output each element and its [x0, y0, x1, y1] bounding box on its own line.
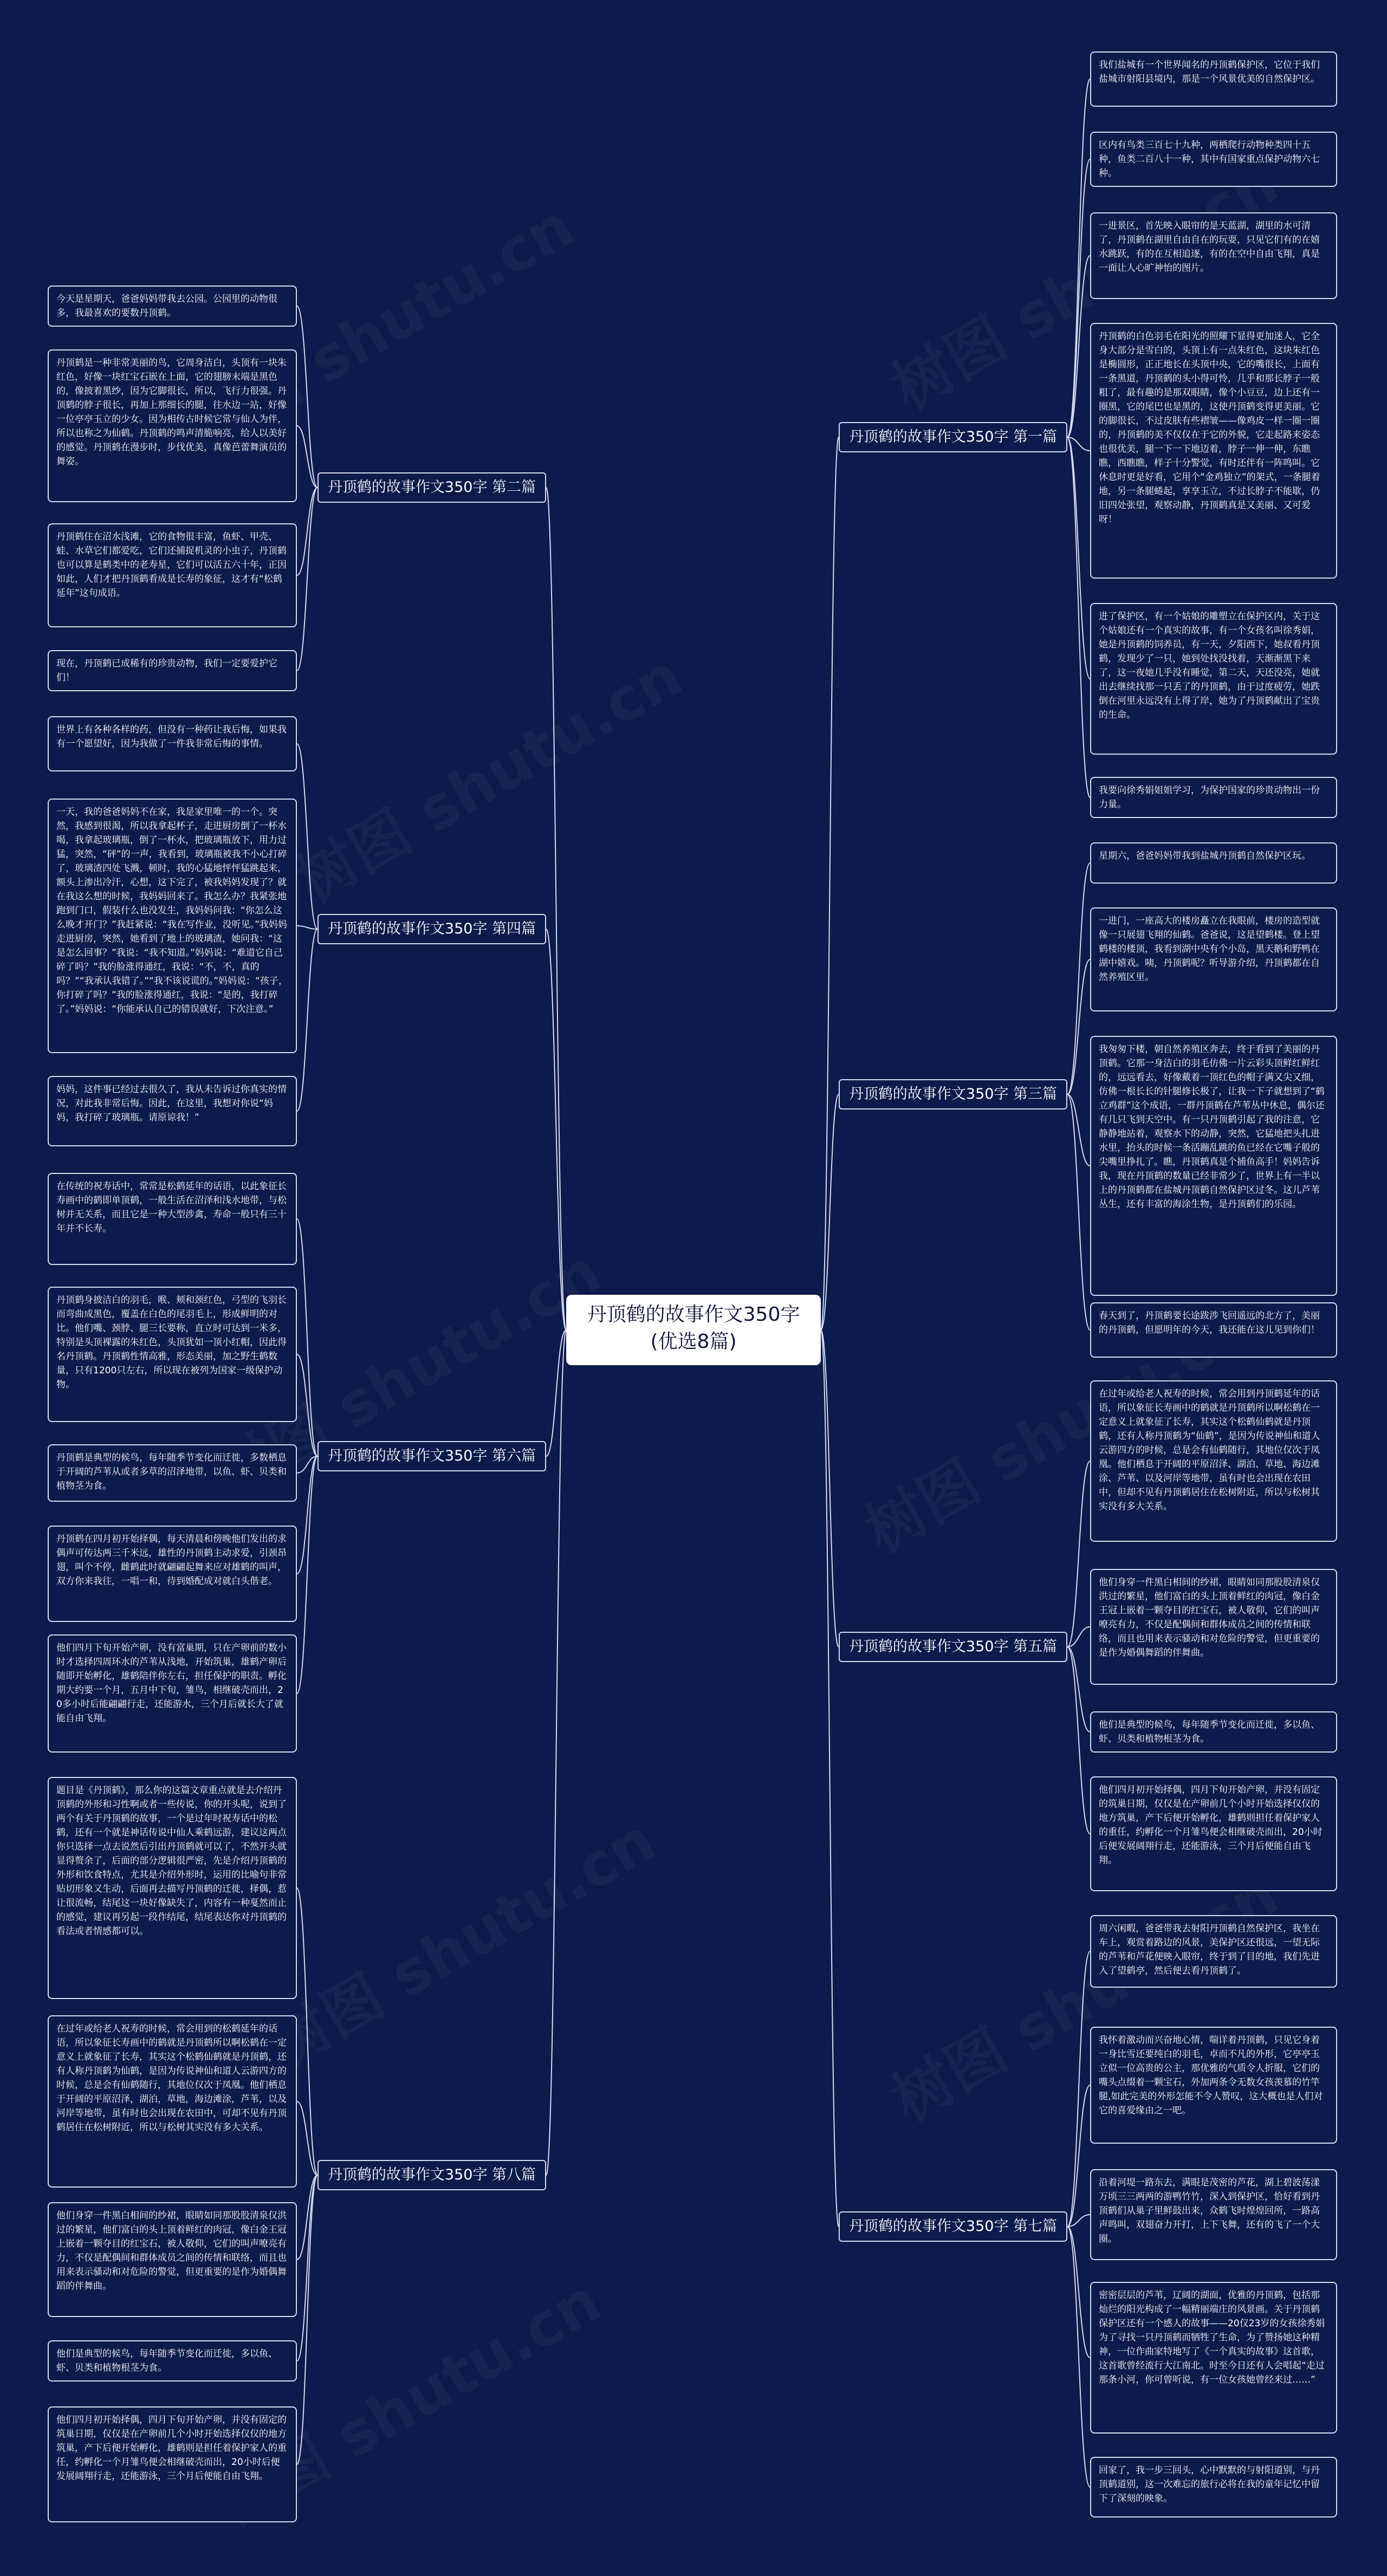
leaf-article-8: 他们四月初开始择偶，四月下旬开始产卵，并没有固定的筑巢日期，仅仅是在产卵前几个小时开始选择仅仅的地方筑巢，产下后便开始孵化，雄鹤则是担任着保护家人的重任，约孵化一个月雏鸟便会相继破壳而出，20小时后便发展阔翔行走，还能游泳，三个月后便能自由飞翔。	[48, 2406, 297, 2522]
connector-line	[546, 488, 566, 1330]
leaf-article-2: 丹顶鹤住在沼水浅滩，它的食物很丰富，鱼虾、甲壳、蛙、水草它们都爱吃，它们还捕捉机灵的小虫子，丹顶鹤也可以算是鹤类中的老寿星，它们可以活五六十年，正因如此，人们才把丹顶鹤看成是长寿的象征，这才有“松鹤延年”这句成语。	[48, 523, 297, 627]
connector-line	[297, 1354, 317, 1456]
connector-line	[1067, 2227, 1090, 2358]
connector-line	[821, 1330, 839, 1647]
leaf-article-2: 丹顶鹤是一种非常美丽的鸟，它周身洁白，头顶有一块朱红色，好像一块红宝石嵌在上面，它的翅膀末端是黑色的，像披着黑纱，因为它脚很长，所以，飞行力很强。丹顶鹤的脖子很长，再加上那细长的腿，往水边一站，好像一位亭亭玉立的少女。因为相传古时候它常与仙人为伴，所以也称之为仙鹤。丹顶鹤的鸣声清脆响亮，给人以美好的感觉。丹顶鹤在漫步时，步伐优美，真像芭蕾舞演员的舞姿。	[48, 349, 297, 502]
leaf-article-6: 丹顶鹤身披洁白的羽毛，喉、颊和颈红色，弓型的飞羽长而弯曲成黑色，覆盖在白色的尾羽毛上，形成鲜明的对比。他们嘴、颈脖、腿三长要称，直立时可达到一米多，特别是头顶裸露的朱红色，头顶犹如一顶小红帽，因此得名丹顶鹤。丹顶鹤性情高雅，形态美丽，加之野生鹤数量，只有1200只左右，所以现在被列为国家一级保护动物。	[48, 1287, 297, 1422]
leaf-article-6: 他们四月下旬开始产卵，没有富巢期，只在产卵前的数小时才选择四周环水的芦苇从浅地，开始筑巢，雄鹤产卵后随即开始孵化，雄鹤陪伴你左右，担任保护的职责。孵化期大约要一个月，五月中下旬，雏鸟，相继破壳而出，20多小时后能翩翩行走，还能游水，三个月后就长大了就能自由飞翔。	[48, 1634, 297, 1753]
leaf-article-1: 进了保护区，有一个姑娘的雕塑立在保护区内，关于这个姑娘还有一个真实的故事，有一个女孩名叫徐秀娟，她是丹顶鹤的饲养员，有一天，夕阳西下，她叔看丹顶鹤，发现少了一只，她到处找没找着，天渐渐黑下来了，这一夜她几乎没有睡觉，第二天，天还没亮，她就出去继续找那一只丢了的丹顶鹤，由于过度疲劳，她跌倒在河里永远没有上得了岸，她为了丹顶鹤献出了宝贵的生命。	[1090, 603, 1337, 755]
connector-line	[1067, 863, 1090, 1094]
connector-line	[297, 488, 317, 575]
leaf-article-2: 现在，丹顶鹤已成稀有的珍贵动物，我们一定要爱护它们！	[48, 650, 297, 691]
leaf-article-4: 世界上有各种各样的药，但没有一种药让我后悔，如果我有一个愿望好，因为我做了一件我非常后悔的事情。	[48, 716, 297, 771]
connector-line	[546, 929, 566, 1330]
leaf-article-1: 一进景区，首先映入眼帘的是天蓝湖，湖里的水可清了，丹顶鹤在湖里自由自在的玩耍，只见它们有的在嬉水跳跃，有的在互相追逐，有的在空中自由飞翔，真是一面让人心旷神怡的图片。	[1090, 212, 1337, 299]
leaf-article-4: 妈妈，这件事已经过去很久了，我从未告诉过你真实的情况，对此我非常后悔。因此，在这里，我想对你说“妈妈，我打碎了玻璃瓶。请原谅我！”	[48, 1076, 297, 1146]
branch-article-4[interactable]: 丹顶鹤的故事作文350字 第四篇	[317, 914, 546, 944]
leaf-article-8: 他们身穿一件黑白相间的纱裙，眼睛如同那股股清泉仅洪过的繁星，他们富白的头上顶着鲜红的肉冠，像白金王冠上嵌着一颗夺目的红宝石，被人敬仰，它们的叫声嘹亮有力，不仅是配偶间和群体成员之间的传情和联络，而且也用来表示骚动和对危险的警觉，但更重要的是作为婚偶舞蹈的伴舞曲。	[48, 2202, 297, 2317]
leaf-article-5: 他们身穿一件黑白相间的纱裙，眼睛如同那股股清泉仅洪过的繁星，他们富白的头上顶着鲜红的肉冠，像白金王冠上嵌着一颗夺目的红宝石，被人敬仰，它们的叫声嘹亮有力，不仅是配偶间和群体成员之间的传情和联络，而且也用来表示骚动和对危险的警觉，但更重要的是作为婚偶舞蹈的伴舞曲。	[1090, 1569, 1337, 1685]
leaf-article-8: 题目是《丹顶鹤》，那么你的这篇文章重点就是去介绍丹顶鹤的外形和习性啊或者一些传说，你的开头呢，说到了两个有关于丹顶鹤的故事，一个是过年时祝寿话中的松鹤，还有一个就是神话传说中仙人乘鹤远游，建议这两点你只选择一点去说然后引出丹顶鹤就可以了，不然开头就显得赘余了，后面的部分逻辑很严密，先是介绍丹顶鹤的外形和饮食特点，尤其是介绍外形时，运用的比喻句非常贴切形象又生动，后面再去描写丹顶鹤的迁徙，择偶，惹让很流畅，结尾这一块好像缺失了，内容有一种戛然而止的感觉，建议再另起一段作结尾，结尾表达你对丹顶鹤的看法或者情感都可以。	[48, 1777, 297, 1999]
connector-line	[297, 426, 317, 488]
leaf-article-7: 沿着河堤一路东去，满眼是茂密的芦花，湖上碧波荡漾万顷三三两两的游鸭竹竹，深入到保护区，恰好看到丹顶鹤们从巢子里鲜鼓出来，众鹤飞时煌煌回所，一路高声鸣叫，双翅奋力开打，上下飞舞，还有的飞了一个大圈。	[1090, 2169, 1337, 2260]
leaf-article-6: 在传统的祝寿话中，常常是松鹤延年的话语，以此象征长寿画中的鹤即单顶鹤，一般生活在沼泽和浅水地带，与松树并无关系，而且它是一种大型涉禽，寿命一般只有三十年并不长寿。	[48, 1173, 297, 1265]
branch-article-2[interactable]: 丹顶鹤的故事作文350字 第二篇	[317, 472, 546, 503]
leaf-article-1: 我要向徐秀娟姐姐学习，为保护国家的珍贵动物出一份力量。	[1090, 777, 1337, 818]
connector-line	[1067, 1461, 1090, 1647]
connector-line	[297, 488, 317, 671]
branch-article-3[interactable]: 丹顶鹤的故事作文350字 第三篇	[839, 1079, 1067, 1109]
leaf-article-5: 他们是典型的候鸟，每年随季节变化而迁徙，多以鱼、虾、贝类和植物根茎为食。	[1090, 1711, 1337, 1753]
connector-line	[546, 1330, 566, 1456]
leaf-article-3: 星期六，爸爸妈妈带我到盐城丹顶鹤自然保护区玩。	[1090, 842, 1337, 884]
connector-line	[1067, 159, 1090, 437]
connector-line	[297, 1219, 317, 1456]
leaf-article-5: 他们四月初开始择偶，四月下旬开始产卵，并没有固定的筑巢日期，仅仅是在产卵前几个小时开始选择仅仅的地方筑巢，产下后便开始孵化，雄鹤则担任着保护家人的重任，约孵化一个月雏鸟便会相继破壳而出，20小时后便发展阔翔行走，还能游泳，三个月后便能自由飞翔。	[1090, 1776, 1337, 1891]
branch-article-5[interactable]: 丹顶鹤的故事作文350字 第五篇	[839, 1632, 1067, 1662]
leaf-article-7: 回家了，我一步三回头，心中默默的与射阳道别，与丹顶鹤道别，这一次难忘的旅行必将在我的童年记忆中留下了深刻的映象。	[1090, 2457, 1337, 2517]
connector-line	[821, 1330, 839, 2227]
mindmap-root[interactable]: 丹顶鹤的故事作文350字(优选8篇)	[566, 1295, 821, 1365]
leaf-article-8: 在过年或给老人祝寿的时候，常会用到的松鹤延年的话语，所以象征长寿画中的鹤就是丹顶鹤所以啊松鹤在一定意义上就象征了长寿，其实这个松鹤仙鹤就是丹顶鹤，还有人称丹顶鹤为仙鹤，是因为传说神仙和道人云游四方的时候，总是会有仙鹤随行，其地位仅次于凤凰。他们栖息于开阔的平原沼泽，湖泊，草地，海边滩涂，芦苇，以及河岸等地带，虽有时也会出现在农田中，可却不见有丹顶鹤居住在松树附近，所以与松树其实没有多大关系。	[48, 2015, 297, 2188]
leaf-article-7: 我怀着激动而兴奋地心情，喘详着丹顶鹤，只见它身着一身比雪还要纯白的羽毛，卓而不凡的外形，它亭亭玉立似一位高贵的公主，那优雅的气质令人折服，它们的嘴头点缀着一颗宝石，外加两条令无数女孩羡慕的竹竿腿,如此完美的外形怎能不令人赞叹，这大概也是人们对它的喜爱缘由之一吧。	[1090, 2027, 1337, 2144]
branch-article-1[interactable]: 丹顶鹤的故事作文350字 第一篇	[839, 422, 1067, 452]
leaf-article-8: 他们是典型的候鸟，每年随季节变化而迁徙，多以鱼、虾、贝类和植物根茎为食。	[48, 2340, 297, 2382]
leaf-article-6: 丹顶鹤在四月初开始择偶，每天清晨和傍晚他们发出的求偶声可传达两三千米远，雄性的丹顶鹤主动求爱，引颈昂翅，叫个不停，雌鹤此时就翩翩起舞来应对雄鹤的叫声，双方你来我往，一唱一和，待到婚配成对就白头偕老。	[48, 1526, 297, 1622]
connector-line	[1067, 437, 1090, 797]
connector-line	[1067, 1647, 1090, 1732]
leaf-article-1: 区内有鸟类三百七十九种，两栖爬行动物种类四十五种，鱼类二百八十一种，其中有国家重点保护动物六七种。	[1090, 132, 1337, 187]
leaf-article-3: 我匆匆下楼，朝自然养殖区奔去，终于看到了美丽的丹顶鹤。它那一身洁白的羽毛仿佛一片云彩头顶鲜红鲜红的，远远看去，好像戴着一顶红色的帽子满又尖又细，仿佛一根长长的针腿修长极了，让我一下子就想到了“鹤立鸡群”这个成语，一群丹顶鹤在芦苇丛中休息，偶尔还有几只飞到天空中。有一只丹顶鹤引起了我的注意，它静静地站着，观察水下的动静，突然，它猛地把头扎进水里，抬头的时候一条活蹦乱跳的鱼已经在它嘴子般的尖嘴里挣扎了。瞧，丹顶鹤真是个捕鱼高手！妈妈告诉我，现在丹顶鹤的数量已经非常少了，世界上有一半以上的丹顶鹤都在盐城丹顶鹤自然保护区过冬。这儿芦苇丛生，还有丰富的海涂生物，是丹顶鹤们的乐园。	[1090, 1036, 1337, 1296]
connector-line	[821, 437, 839, 1330]
connector-line	[1067, 1647, 1090, 1834]
leaf-article-3: 一进门，一座高大的楼房矗立在我眼前，楼房的造型就像一只展翅飞翔的仙鹤。爸爸说，这是望鹤楼。登上望鹤楼的楼顶，我看到湖中央有个小岛，黑天鹅和野鸭在湖中嬉戏。咦，丹顶鹤呢？听导游介绍，丹顶鹤都在自然养殖区里。	[1090, 907, 1337, 1011]
connector-line	[546, 1330, 566, 2175]
connector-line	[297, 744, 317, 929]
leaf-article-6: 丹顶鹤是典型的候鸟，每年随季节变化而迁徙，多数栖息于开阔的芦苇从或者多草的沼泽地带，以鱼、虾、贝类和植物茎为食。	[48, 1444, 297, 1502]
connector-line	[1067, 1627, 1090, 1647]
branch-article-8[interactable]: 丹顶鹤的故事作文350字 第八篇	[317, 2160, 546, 2190]
leaf-article-2: 今天是星期天，爸爸妈妈带我去公园。公园里的动物很多，我最喜欢的要数丹顶鹤。	[48, 285, 297, 327]
connector-line	[297, 306, 317, 488]
leaf-article-1: 丹顶鹤的白色羽毛在阳光的照耀下显得更加迷人，它全身大部分是雪白的，头顶上有一点朱红色，这块朱红色是椭圆形，正正地长在头顶中央，它的嘴很长，上面有一条黑道，丹顶鹤的头小得可怜，几乎和那长脖子一般粗了，最有趣的是那双眼睛，像个小豆豆，边上还有一圈黑，它的尾巴也是黑的，这使丹顶鹤变得更美丽。它的脚很长，不过皮肤有些褶皱——像鸡皮一样一圈一圈的，丹顶鹤的美不仅仅在于它的外貌，它走起路来姿态也很优美，腿一下一下地迈着，脖子一伸一伸，东瞧瞧，西瞧瞧，样子十分警觉，有时还伴有一阵鸣叫。它休息时更是好看，它用个“金鸡独立”的架式，一条腿着地，另一条腿蜷起，享享玉立，不过长脖子不能歇，仍旧四处张望，观察动静，丹顶鹤真是又美丽、又可爱呀！	[1090, 323, 1337, 579]
connector-line	[1067, 79, 1090, 437]
leaf-article-5: 在过年或给老人祝寿的时候，常会用到丹顶鹤延年的话语，所以象征长寿画中的鹤就是丹顶鹤所以啊松鹤在一定意义上就象征了长寿，其实这个松鹤仙鹤就是丹顶鹤，还有人称丹顶鹤为“仙鹤”，是因为传说神仙和道人云游四方的时候，总是会有仙鹤随行，其地位仅次于凤凰。他们栖息于开阔的平原沼泽、湖泊、草地、海边滩涂、芦苇、以及河岸等地带，虽有时也会出现在农田中，但却不见有丹顶鹤居住在松树附近，所以与松树其实没有多大关系。	[1090, 1380, 1337, 1542]
connector-line	[1067, 2085, 1090, 2227]
connector-line	[1067, 2227, 1090, 2487]
connector-line	[297, 1888, 317, 2175]
connector-line	[297, 929, 317, 1111]
leaf-article-3: 春天到了，丹顶鹤要长途跋涉飞回遥远的北方了，美丽的丹顶鹤，但愿明年的今天，我还能在这儿见到你们！	[1090, 1302, 1337, 1358]
leaf-article-1: 我们盐城有一个世界闻名的丹顶鹤保护区，它位于我们盐城市射阳县境内，那是一个风景优美的自然保护区。	[1090, 51, 1337, 107]
leaf-article-7: 密密层层的芦苇，辽阔的湖面，优雅的丹顶鹤，包括那灿烂的阳光构成了一幅精丽端庄的风景画。关于丹顶鹤保护区还有一个感人的故事——20仅23岁的女孩徐秀娟为了寻找一只丹顶鹤而牺牲了生命，为了赞扬她这种精神，一位作曲家特地写了《一个真实的故事》这首歌，这首歌曾经流行大江南北。时至今日还有人会唱起“走过那条小河，你可曾听说，有一位女孩她曾经来过……”	[1090, 2282, 1337, 2434]
branch-article-7[interactable]: 丹顶鹤的故事作文350字 第七篇	[839, 2211, 1067, 2242]
connector-line	[297, 1456, 317, 1693]
connector-line	[1067, 256, 1090, 437]
leaf-article-4: 一天，我的爸爸妈妈不在家，我是家里唯一的一个。突然，我感到很渴，所以我拿起杯子，走进厨房倒了一杯水喝，我拿起玻璃瓶，倒了一杯水，把玻璃瓶放下，用力过猛，突然，“砰”的一声，我看到，玻璃瓶被我不小心打碎了，玻璃渣四处飞溅，顿时，我的心猛地怦怦猛跳起来，额头上渗出冷汗，心想，这下完了，被我妈妈发现了？就在我这么想的时候，我妈妈回来了。我怎么办？我紧张地跑到门口，假装什么也没发生，我妈妈问我：“你怎么这么晚才开门？”我赶紧说：“我在写作业，没听见。”我妈妈走进厨房，突然，她看到了地上的玻璃渣，她问我：“这是怎么回事？”我说：“我不知道。”妈妈说：“难道它自己碎了吗？”我的脸涨得通红，我说：“不，不，真的吗？”“我承认我错了。”“我不该说谎的。”妈妈说：“孩子，你打碎了吗？”我的脸涨得通红，我说：“是的，我打碎了。”妈妈说：“你能承认自己的错误就好，下次注意。”	[48, 799, 297, 1053]
branch-article-6[interactable]: 丹顶鹤的故事作文350字 第六篇	[317, 1441, 546, 1471]
connector-line	[1067, 437, 1090, 679]
connector-line	[297, 1456, 317, 1574]
leaf-article-7: 周六闲暇，爸爸带我去射阳丹顶鹤自然保护区，我坐在车上，观赏着路边的风景，美保护区还很远，一望无际的芦苇和芦花便映入眼帘，终于到了目的地，我们先进入了望鹤亭，然后便去看丹顶鹤了。	[1090, 1915, 1337, 1988]
connector-line	[297, 926, 317, 929]
